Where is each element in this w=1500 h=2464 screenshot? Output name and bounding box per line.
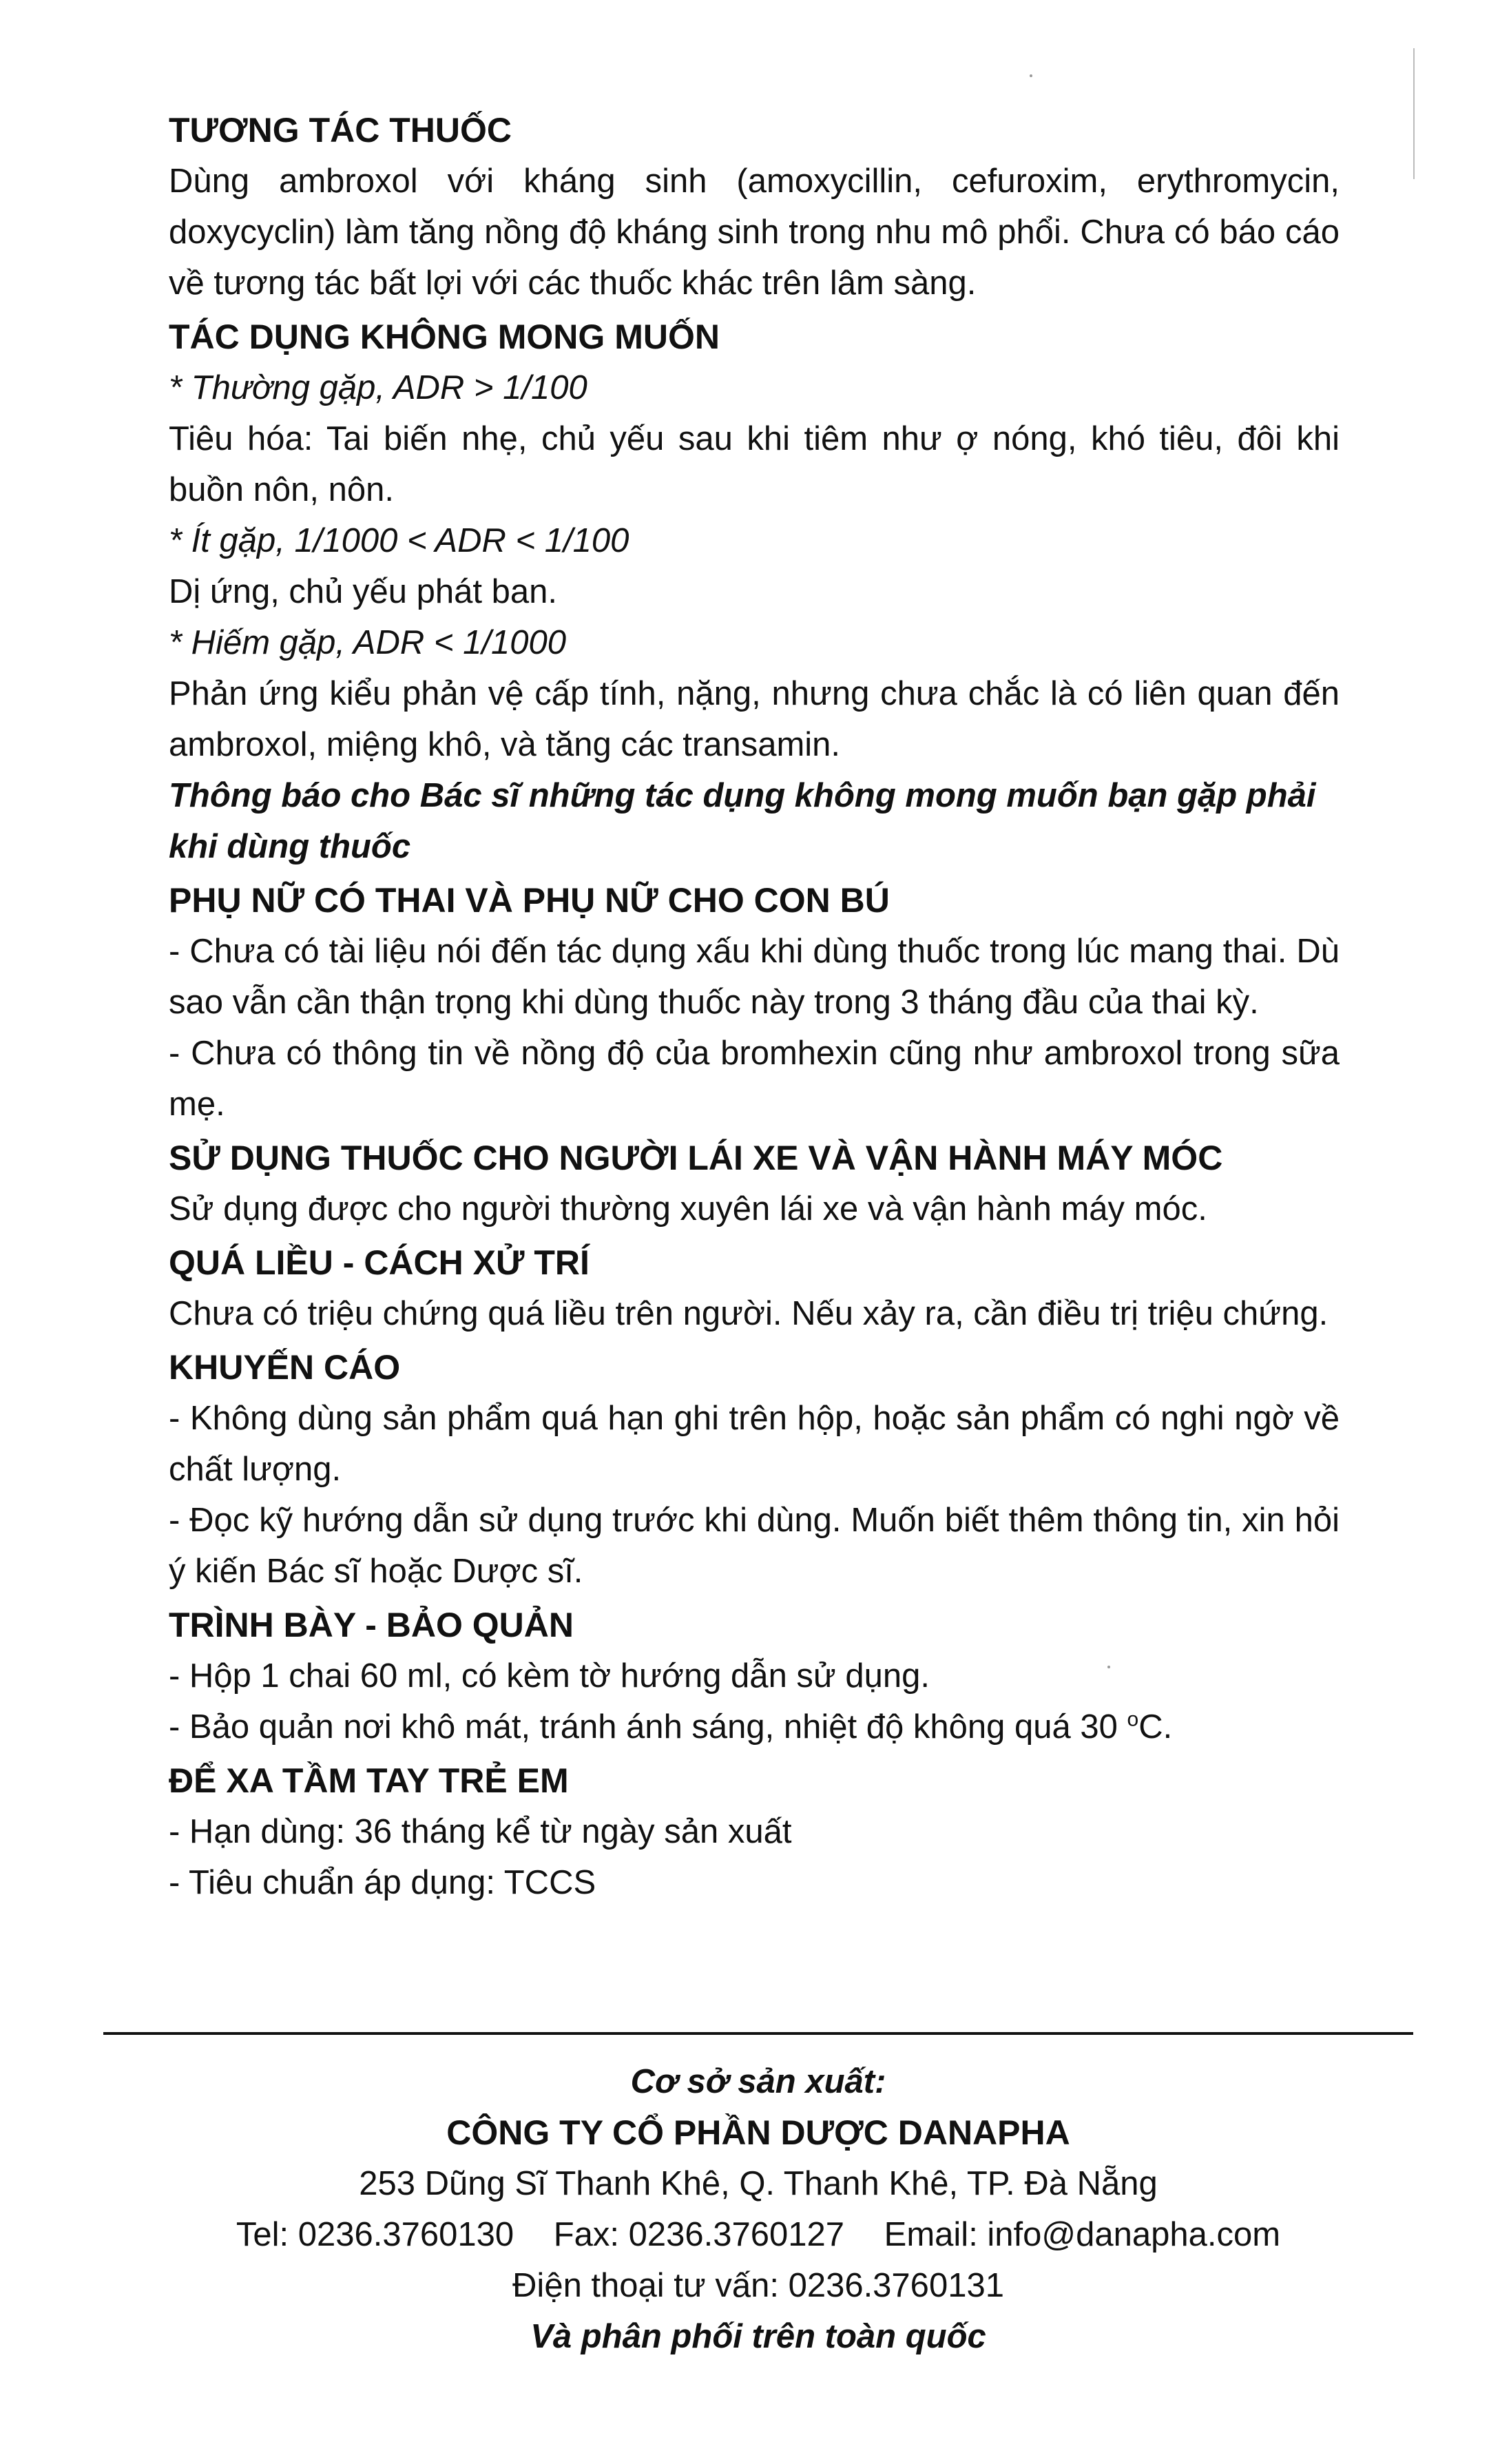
driving-body: Sử dụng được cho người thường xuyên lái xe và vận hành máy móc. xyxy=(169,1190,1207,1228)
scan-speck xyxy=(1030,74,1032,77)
side-effects-rare-label: * Hiếm gặp, ADR < 1/1000 xyxy=(169,624,566,661)
pregnancy-item-2: - Chưa có thông tin về nồng độ của bromhexin cũng như ambroxol trong sữa mẹ. xyxy=(169,1035,1340,1123)
side-effects-uncommon-text: Dị ứng, chủ yếu phát ban. xyxy=(169,573,558,610)
overdose-heading: QUÁ LIỀU - CÁCH XỬ TRÍ xyxy=(169,1243,590,1282)
driving-heading: SỬ DỤNG THUỐC CHO NGƯỜI LÁI XE VÀ VẬN HÀNH MÁY MÓC xyxy=(169,1139,1223,1177)
children-item-1: - Hạn dùng: 36 tháng kể từ ngày sản xuất xyxy=(169,1813,792,1850)
scan-edge-line xyxy=(1413,48,1415,179)
leaflet-content xyxy=(169,102,1340,1908)
company-address: 253 Dũng Sĩ Thanh Khê, Q. Thanh Khê, TP. Đà Nẵng xyxy=(359,2165,1158,2202)
side-effects-notice: Thông báo cho Bác sĩ những tác dụng không mong muốn bạn gặp phải khi dùng thuốc xyxy=(169,777,1316,865)
fax-text: Fax: 0236.3760127 xyxy=(553,2216,845,2253)
pregnancy-heading: PHỤ NỮ CÓ THAI VÀ PHỤ NỮ CHO CON BÚ xyxy=(169,881,890,920)
warnings-item-2: - Đọc kỹ hướng dẫn sử dụng trước khi dùng. Muốn biết thêm thông tin, xin hỏi ý kiến Bác sĩ hoặc Dược sĩ. xyxy=(169,1502,1340,1590)
warnings-heading: KHUYẾN CÁO xyxy=(169,1348,401,1387)
temperature-unit: C. xyxy=(1138,1708,1173,1746)
degree-symbol: o xyxy=(1127,1708,1139,1731)
footer-divider xyxy=(103,2032,1413,2035)
interactions-body: Dùng ambroxol với kháng sinh (amoxycillin, cefuroxim, erythromycin, doxycyclin) làm tăng nồng độ kháng sinh trong nhu mô phổi. Chưa có báo cáo về tương tác bất lợi với các thuốc khác trên lâm sàng. xyxy=(169,163,1340,302)
distribution-text: Và phân phối trên toàn quốc xyxy=(530,2318,986,2355)
children-item-2: - Tiêu chuẩn áp dụng: TCCS xyxy=(169,1864,596,1901)
contact-line xyxy=(103,2209,1413,2260)
storage-text: - Bảo quản nơi khô mát, tránh ánh sáng, nhiệt độ không quá 30 xyxy=(169,1708,1127,1746)
warnings-item-1: - Không dùng sản phẩm quá hạn ghi trên hộp, hoặc sản phẩm có nghi ngờ về chất lượng. xyxy=(169,1400,1340,1488)
tel-text: Tel: 0236.3760130 xyxy=(236,2216,514,2253)
interactions-heading: TƯƠNG TÁC THUỐC xyxy=(169,111,512,149)
side-effects-common-text: Tiêu hóa: Tai biến nhẹ, chủ yếu sau khi tiêm như ợ nóng, khó tiêu, đôi khi buồn nôn, nôn. xyxy=(169,420,1340,508)
manufacturer-footer xyxy=(103,2056,1413,2362)
pregnancy-item-1: - Chưa có tài liệu nói đến tác dụng xấu khi dùng thuốc trong lúc mang thai. Dù sao vẫn cần thận trọng khi dùng thuốc này trong 3 tháng đầu của thai kỳ. xyxy=(169,933,1340,1021)
manufacturer-label: Cơ sở sản xuất: xyxy=(630,2063,886,2100)
presentation-heading: TRÌNH BÀY - BẢO QUẢN xyxy=(169,1606,574,1644)
children-heading: ĐỂ XA TẦM TAY TRẺ EM xyxy=(169,1761,569,1800)
overdose-body: Chưa có triệu chứng quá liều trên người. Nếu xảy ra, cần điều trị triệu chứng. xyxy=(169,1295,1329,1332)
side-effects-rare-text: Phản ứng kiểu phản vệ cấp tính, nặng, nhưng chưa chắc là có liên quan đến ambroxol, miệng khô, và tăng các transamin. xyxy=(169,675,1340,763)
presentation-item-1: - Hộp 1 chai 60 ml, có kèm tờ hướng dẫn sử dụng. xyxy=(169,1657,930,1695)
side-effects-common-label: * Thường gặp, ADR > 1/100 xyxy=(169,369,587,406)
hotline-text: Điện thoại tư vấn: 0236.3760131 xyxy=(512,2267,1004,2304)
email-text: Email: info@danapha.com xyxy=(884,2216,1281,2253)
presentation-item-2 xyxy=(169,1701,1340,1752)
side-effects-uncommon-label: * Ít gặp, 1/1000 < ADR < 1/100 xyxy=(169,522,629,559)
side-effects-heading: TÁC DỤNG KHÔNG MONG MUỐN xyxy=(169,318,720,356)
company-name: CÔNG TY CỔ PHẦN DƯỢC DANAPHA xyxy=(446,2113,1070,2152)
